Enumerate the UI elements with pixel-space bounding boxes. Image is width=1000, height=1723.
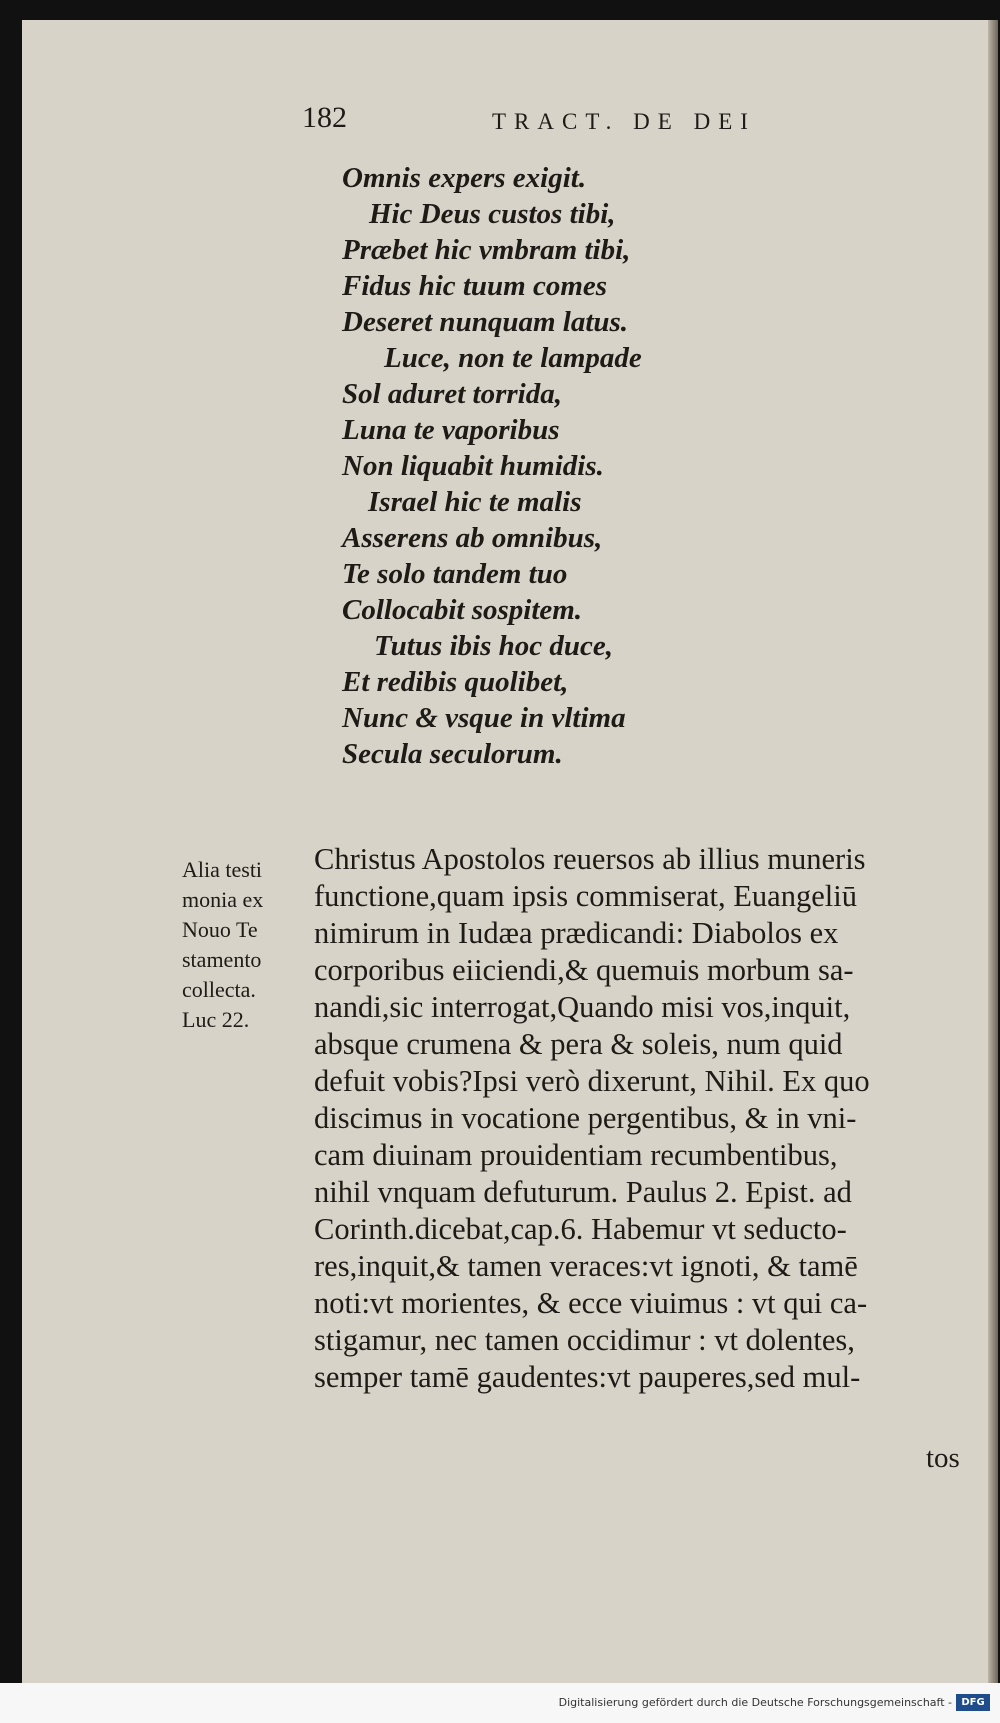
poem-line: Non liquabit humidis. [342,450,604,482]
poem-line: Collocabit sospitem. [342,594,583,626]
margin-note-line: Alia testi [182,857,263,882]
poem-line: Luce, non te lampade [384,342,642,374]
body-line: noti:vt morientes, & ecce viuimus : vt qui ca- [314,1286,868,1320]
body-line: defuit vobis?Ipsi verò dixerunt, Nihil. Ex quo [314,1064,870,1098]
poem-line: Deseret nunquam latus. [342,306,629,338]
poem-line: Hic Deus custos tibi, [369,198,616,230]
body-line: absque crumena & pera & soleis, num quid [314,1027,843,1061]
poem-line: Te solo tandem tuo [342,558,568,590]
book-spine-shadow [988,20,998,1683]
poem-line: Luna te vaporibus [342,414,560,446]
body-line: corporibus eiiciendi,& quemuis morbum sa- [314,953,854,987]
body-line: Christus Apostolos reuersos ab illius muneris [314,842,866,876]
body-line: res,inquit,& tamen veraces:vt ignoti, & tamē [314,1249,858,1283]
body-line: nihil vnquam defuturum. Paulus 2. Epist. ad [314,1175,852,1209]
poem-line: Sol aduret torrida, [342,378,562,410]
poem-line: Nunc & vsque in vltima [342,702,626,734]
margin-note-line: collecta. [182,977,256,1002]
page-number: 182 [302,101,347,134]
running-head [302,95,902,139]
margin-note-line: Nouo Te [182,917,258,942]
poem-line: Fidus hic tuum comes [342,270,608,302]
margin-note [182,855,312,1035]
margin-note-line: Luc 22. [182,1007,250,1032]
body-line: nimirum in Iudæa prædicandi: Diabolos ex [314,916,839,950]
book-page [22,20,998,1683]
poem-line: Et redibis quolibet, [342,666,569,698]
margin-note-line: monia ex [182,887,264,912]
poem-line: Omnis expers exigit. [342,162,587,194]
poem-line: Tutus ibis hoc duce, [374,630,614,662]
body-line: cam diuinam prouidentiam recumbentibus, [314,1138,838,1172]
dfg-logo-icon: DFG [956,1694,990,1711]
running-head-title: TRACT. DE DEI [492,109,756,134]
margin-note-line: stamento [182,947,262,972]
body-line: Corinth.dicebat,cap.6. Habemur vt seducto- [314,1212,847,1246]
body-line: functione,quam ipsis commiserat, Euangeliū [314,879,857,913]
digitization-footer [0,1683,1000,1723]
poem-line: Israel hic te malis [368,486,582,518]
poem-line: Secula seculorum. [342,738,563,770]
body-line: semper tamē gaudentes:vt pauperes,sed mul- [314,1360,861,1394]
catchword: tos [926,1442,960,1474]
body-line: stigamur, nec tamen occidimur : vt dolentes, [314,1323,855,1357]
body-line: nandi,sic interrogat,Quando misi vos,inquit, [314,990,851,1024]
poem-line: Præbet hic vmbram tibi, [342,234,631,266]
poem-line: Asserens ab omnibus, [342,522,603,554]
body-line: discimus in vocatione pergentibus, & in vni- [314,1101,857,1135]
footer-text: Digitalisierung gefördert durch die Deutsche Forschungsgemeinschaft - [558,1696,952,1709]
